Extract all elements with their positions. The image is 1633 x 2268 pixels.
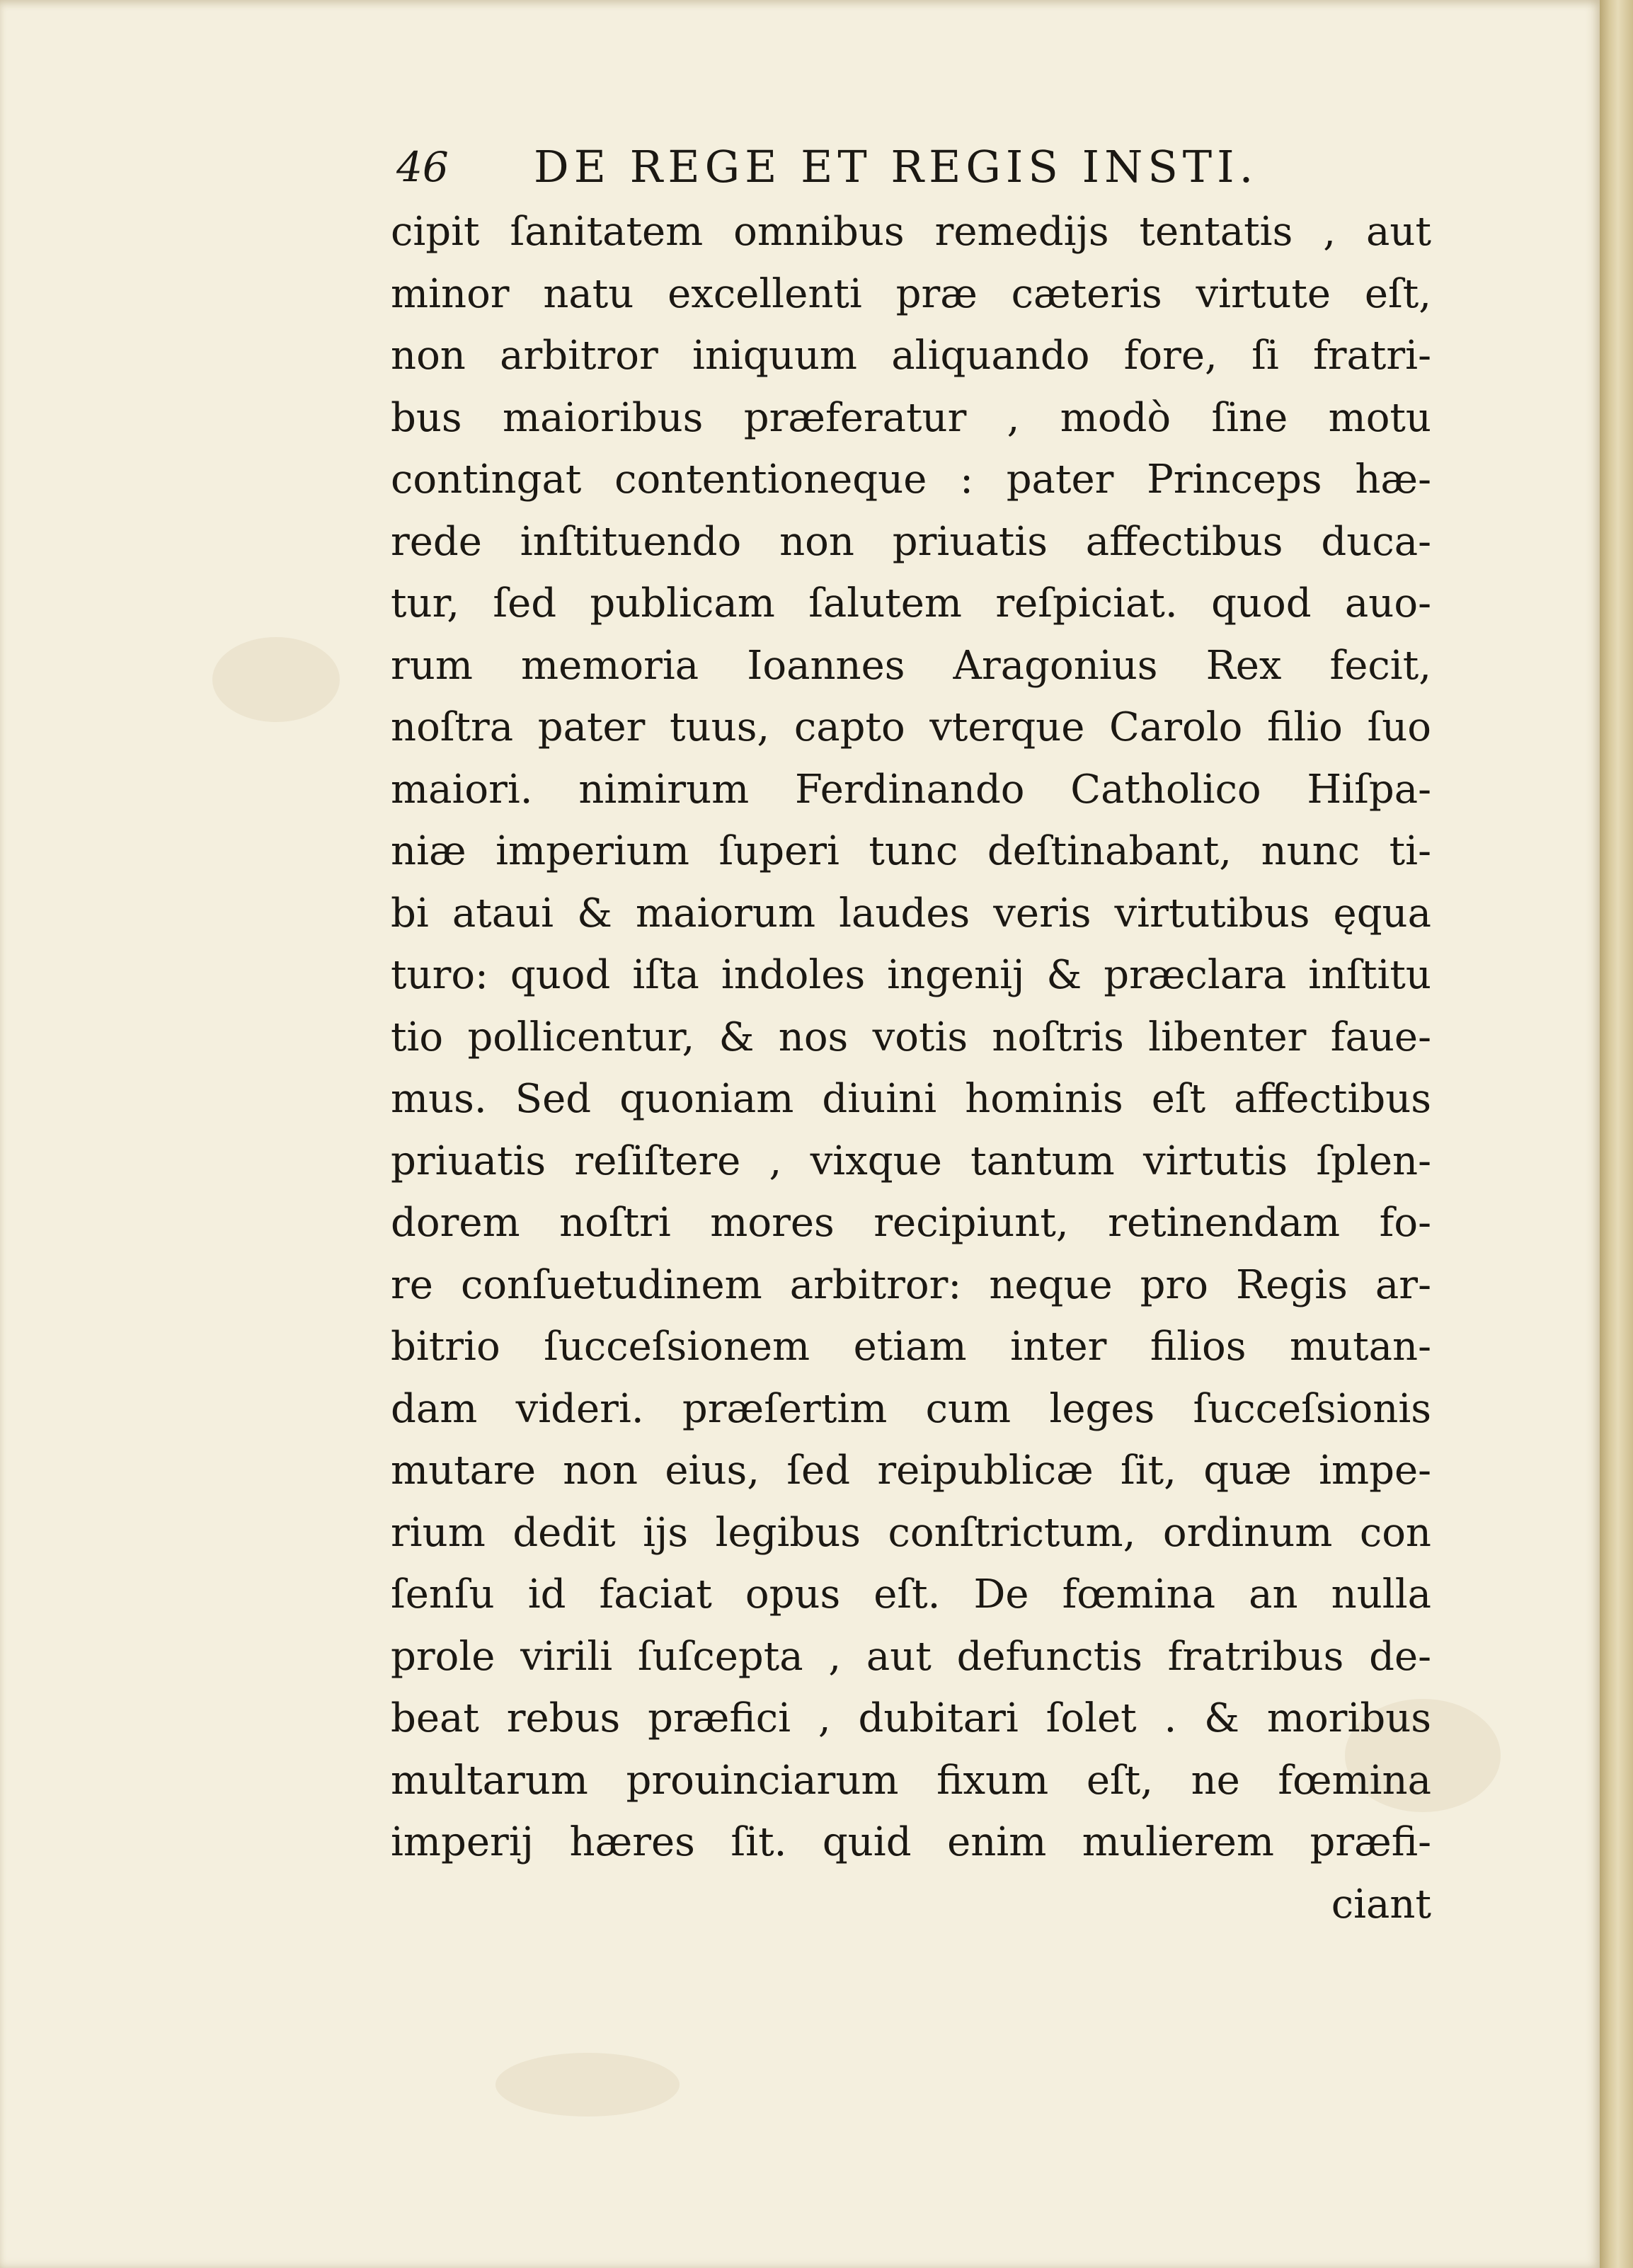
- text-line: rede inſtituendo non priuatis affectibus duca-: [391, 518, 1431, 565]
- text-line: minor natu excellenti præ cæteris virtute eſt,: [391, 270, 1431, 317]
- text-line: mus. Sed quoniam diuini hominis eſt affectibus: [391, 1076, 1431, 1122]
- text-line: imperij hæres ſit. quid enim mulierem præfi-: [391, 1819, 1431, 1865]
- text-line: ſenſu id faciat opus eſt. De fœmina an nulla: [391, 1571, 1431, 1617]
- text-line: priuatis reſiſtere , vixque tantum virtutis ſplen-: [391, 1138, 1431, 1184]
- text-line: bus maioribus præferatur , modò ſine motu: [391, 394, 1431, 441]
- text-line: tio pollicentur, & nos votis noſtris libenter faue-: [391, 1014, 1431, 1060]
- text-line: bi ataui & maiorum laudes veris virtutibus ęqua: [391, 890, 1431, 937]
- paper-stain: [212, 637, 340, 722]
- text-line: re conſuetudinem arbitror: neque pro Regis ar-: [391, 1261, 1431, 1308]
- page-edge: [1600, 0, 1633, 2268]
- body-text: [391, 201, 1431, 1935]
- text-line: cipit ſanitatem omnibus remedijs tentatis , aut: [391, 209, 1431, 255]
- page-header: [388, 139, 1436, 195]
- text-line: bitrio ſucceſsionem etiam inter filios mutan-: [391, 1324, 1431, 1370]
- text-line: rium dedit ijs legibus conſtrictum, ordinum con: [391, 1509, 1431, 1556]
- page-number: 46: [396, 143, 449, 191]
- text-line: non arbitror iniquum aliquando fore, ſi fratri-: [391, 333, 1431, 379]
- text-line: mutare non eius, ſed reipublicæ ſit, quæ impe-: [391, 1448, 1431, 1494]
- text-line: beat rebus præfici , dubitari ſolet . & moribus: [391, 1695, 1431, 1741]
- text-line: contingat contentioneque : pater Princeps hæ-: [391, 457, 1431, 503]
- text-line: multarum prouinciarum fixum eſt, ne fœmina: [391, 1757, 1431, 1804]
- text-line: prole virili ſuſcepta , aut defunctis fratribus de-: [391, 1633, 1431, 1680]
- text-line: tur, ſed publicam ſalutem reſpiciat. quod auo-: [391, 580, 1431, 626]
- text-line: dorem noſtri mores recipiunt, retinendam fo-: [391, 1200, 1431, 1246]
- catchword: ciant: [1331, 1881, 1431, 1928]
- paper-stain: [495, 2053, 680, 2117]
- text-line: niæ imperium ſuperi tunc deſtinabant, nunc ti-: [391, 828, 1431, 874]
- text-line: noſtra pater tuus, capto vterque Carolo filio ſuo: [391, 704, 1431, 750]
- text-line: maiori. nimirum Ferdinando Catholico Hiſpa-: [391, 766, 1431, 813]
- running-head: DE REGE ET REGIS INSTI.: [534, 141, 1259, 193]
- text-line: dam videri. præſertim cum leges ſucceſsionis: [391, 1385, 1431, 1432]
- text-line: turo: quod iſta indoles ingenij & præclara inſtitu: [391, 952, 1431, 998]
- text-line: rum memoria Ioannes Aragonius Rex fecit,: [391, 642, 1431, 689]
